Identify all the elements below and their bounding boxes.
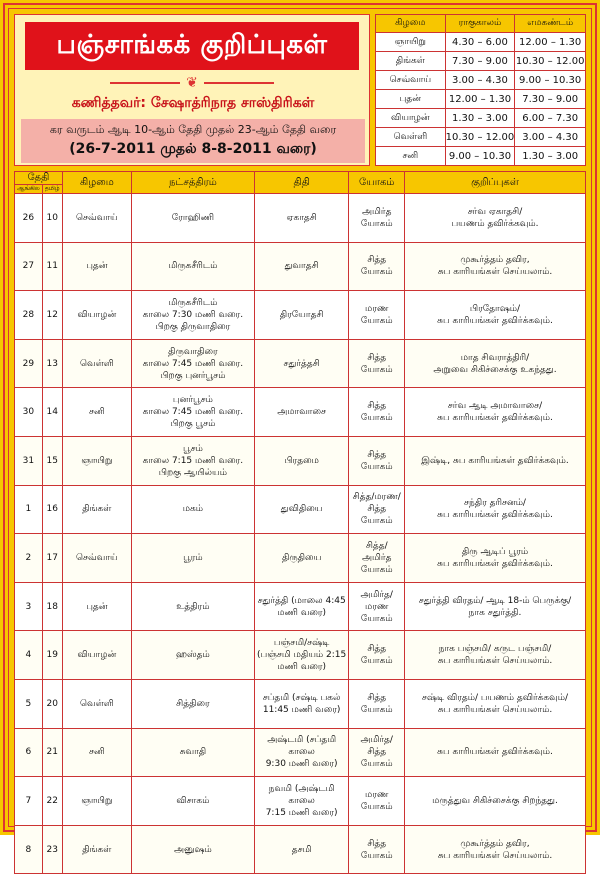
emagandam-time: 7.30 – 9.00 [515,90,586,109]
tithi-cell: சதுர்த்தி (மாலை 4:45 மணி வரை) [254,582,349,631]
day-cell: வியாழன் [62,631,131,680]
date-tamil: 16 [42,485,62,534]
emagandam-time: 9.00 – 10.30 [515,71,586,90]
yogam-cell: சித்த யோகம் [349,388,405,437]
rahu-day: வெள்ளி [376,128,446,147]
header-star: நட்சத்திரம் [132,172,255,194]
notes-cell: சுப காரியங்கள் தவிர்க்கவும். [404,728,585,777]
yogam-cell: சித்த யோகம் [349,679,405,728]
date-range-english: (26-7-2011 முதல் 8-8-2011 வரை) [69,141,317,157]
rahu-day: திங்கள் [376,52,446,71]
date-english: 27 [15,242,43,291]
notes-cell: சர்வ ஆடி அமாவாசை/ சுப காரியங்கள் தவிர்க்கவும். [404,388,585,437]
date-english: 7 [15,777,43,826]
rahu-day: ஞாயிறு [376,33,446,52]
notes-cell: சதுர்த்தி விரதம்/ ஆடி 18-ம் பெருக்கு/ நாக சதுர்த்தி. [404,582,585,631]
day-cell: வெள்ளி [62,679,131,728]
yogam-cell: மரண யோகம் [349,291,405,340]
date-tamil: 18 [42,582,62,631]
date-tamil: 13 [42,339,62,388]
rahu-header-emagandam: எமகண்டம் [515,15,586,33]
date-tamil: 15 [42,436,62,485]
notes-cell: மாத சிவராத்திரி/ அறுவை சிகிச்சைக்கு உகந்தது. [404,339,585,388]
table-row [15,485,586,534]
emagandam-time: 3.00 – 4.30 [515,128,586,147]
day-cell: புதன் [62,242,131,291]
tithi-cell: தசமி [254,825,349,874]
tithi-cell: அமாவாசை [254,388,349,437]
table-row [15,534,586,583]
rahu-day: செவ்வாய் [376,71,446,90]
star-cell: உத்திரம் [132,582,255,631]
rahu-kalam-time: 3.00 – 4.30 [445,71,515,90]
date-tamil: 20 [42,679,62,728]
day-cell: சனி [62,388,131,437]
star-cell: ரோஹிணி [132,194,255,243]
tithi-cell: சதுர்த்தசி [254,339,349,388]
date-english: 26 [15,194,43,243]
date-tamil: 17 [42,534,62,583]
rahu-header-row [376,15,586,33]
table-row [15,242,586,291]
star-cell: பூரம் [132,534,255,583]
notes-cell: சந்திர தரிசனம்/ சுப காரியங்கள் தவிர்க்கவும். [404,485,585,534]
day-cell: வெள்ளி [62,339,131,388]
date-english: 31 [15,436,43,485]
notes-cell: சஷ்டி விரதம்/ பயணம் தவிர்க்கவும்/ சுப காரியங்கள் செய்யலாம். [404,679,585,728]
star-cell: மிருகசீரிடம் [132,242,255,291]
rahu-kalam-time: 10.30 – 12.00 [445,128,515,147]
ornament-bar-left [110,82,180,84]
rahu-header-day: கிழமை [376,15,446,33]
rahu-row [376,71,586,90]
yogam-cell: அமிர்த/சித்த யோகம் [349,728,405,777]
header-box [14,14,370,166]
header-tithi: திதி [254,172,349,194]
yogam-cell: சித்த/அமிர்த யோகம் [349,534,405,583]
rahu-day: புதன் [376,90,446,109]
rahu-kalam-time: 1.30 – 3.00 [445,109,515,128]
star-cell: பூசம் காலை 7:15 மணி வரை. பிறகு ஆயில்யம் [132,436,255,485]
table-row [15,582,586,631]
header-date-english: ஆங்கில [15,185,43,194]
yogam-cell: சித்த யோகம் [349,631,405,680]
day-cell: செவ்வாய் [62,194,131,243]
star-cell: மகம் [132,485,255,534]
rahu-row [376,128,586,147]
yogam-cell: மரண யோகம் [349,777,405,826]
star-cell: ஹஸ்தம் [132,631,255,680]
rahu-row [376,90,586,109]
rahu-row [376,109,586,128]
tithi-cell: திரயோதசி [254,291,349,340]
rahu-day: வியாழன் [376,109,446,128]
header-yogam: யோகம் [349,172,405,194]
notes-cell: சர்வ ஏகாதசி/ பயணம் தவிர்க்கவும். [404,194,585,243]
date-english: 1 [15,485,43,534]
table-row [15,777,586,826]
day-cell: புதன் [62,582,131,631]
star-cell: புனர்பூசம் காலை 7:45 மணி வரை. பிறகு பூசம் [132,388,255,437]
date-tamil: 19 [42,631,62,680]
tithi-cell: ஏகாதசி [254,194,349,243]
day-cell: ஞாயிறு [62,436,131,485]
header-day: கிழமை [62,172,131,194]
ornament-flourish-icon: ❦ [186,75,198,91]
date-english: 30 [15,388,43,437]
date-english: 4 [15,631,43,680]
star-cell: சுவாதி [132,728,255,777]
header-notes: குறிப்புகள் [404,172,585,194]
date-english: 3 [15,582,43,631]
notes-cell: நாக பஞ்சமி/ கருட பஞ்சமி/ சுப காரியங்கள் செய்யலாம். [404,631,585,680]
table-row [15,291,586,340]
date-range-band [21,119,365,163]
date-english: 29 [15,339,43,388]
author-line: கணித்தவர்: சேஷாத்ரிநாத சாஸ்திரிகள் [71,95,315,111]
tithi-cell: துவாதசி [254,242,349,291]
yogam-cell: சித்த/மரண/ சித்த யோகம் [349,485,405,534]
ornament-divider [25,73,359,93]
main-header-row [15,172,586,185]
notes-cell: திரு ஆடிப் பூரம் சுப காரியங்கள் தவிர்க்கவும். [404,534,585,583]
date-english: 28 [15,291,43,340]
emagandam-time: 10.30 – 12.00 [515,52,586,71]
yogam-cell: சித்த யோகம் [349,436,405,485]
day-cell: சனி [62,728,131,777]
notes-cell: பிரதோஷம்/ சுப காரியங்கள் தவிர்க்கவும். [404,291,585,340]
rahu-header-rahukalam: ராகுகாலம் [445,15,515,33]
rahu-kalam-time: 9.00 – 10.30 [445,147,515,166]
table-row [15,679,586,728]
date-english: 6 [15,728,43,777]
date-tamil: 12 [42,291,62,340]
star-cell: விசாகம் [132,777,255,826]
tithi-cell: அஷ்டமி (சப்தமி காலை 9:30 மணி வரை) [254,728,349,777]
table-row [15,339,586,388]
yogam-cell: சித்த யோகம் [349,242,405,291]
day-cell: திங்கள் [62,825,131,874]
day-cell: திங்கள் [62,485,131,534]
rahu-row [376,33,586,52]
rahu-kalam-time: 7.30 – 9.00 [445,52,515,71]
table-row [15,631,586,680]
ornament-bar-right [204,82,274,84]
yogam-cell: அமிர்த/மரண யோகம் [349,582,405,631]
rahu-kalam-time: 12.00 – 1.30 [445,90,515,109]
date-range-tamil: கர வருடம் ஆடி 10-ஆம் தேதி முதல் 23-ஆம் தேதி வரை [49,123,337,136]
date-english: 2 [15,534,43,583]
rahu-day: சனி [376,147,446,166]
date-tamil: 23 [42,825,62,874]
rahu-kalam-table [375,14,586,166]
tithi-cell: நவமி (அஷ்டமி காலை 7:15 மணி வரை) [254,777,349,826]
header-date-tamil: தமிழ் [42,185,62,194]
day-cell: வியாழன் [62,291,131,340]
emagandam-time: 1.30 – 3.00 [515,147,586,166]
emagandam-time: 6.00 – 7.30 [515,109,586,128]
tithi-cell: பிரதமை [254,436,349,485]
date-tamil: 21 [42,728,62,777]
table-row [15,728,586,777]
date-tamil: 22 [42,777,62,826]
yogam-cell: அமிர்த யோகம் [349,194,405,243]
notes-cell: மருத்துவ சிகிச்சைக்கு சிறந்தது. [404,777,585,826]
day-cell: செவ்வாய் [62,534,131,583]
day-cell: ஞாயிறு [62,777,131,826]
tithi-cell: திருதியை [254,534,349,583]
notes-cell: முகூர்த்தம் தவிர, சுப காரியங்கள் செய்யலாம். [404,242,585,291]
tithi-cell: துவிதியை [254,485,349,534]
star-cell: திருவாதிரை காலை 7:45 மணி வரை. பிறகு புனர்பூசம் [132,339,255,388]
emagandam-time: 12.00 – 1.30 [515,33,586,52]
date-english: 8 [15,825,43,874]
date-tamil: 14 [42,388,62,437]
yogam-cell: சித்த யோகம் [349,825,405,874]
table-row [15,436,586,485]
rahu-row [376,147,586,166]
tithi-cell: சப்தமி (சஷ்டி பகல் 11:45 மணி வரை) [254,679,349,728]
date-english: 5 [15,679,43,728]
star-cell: அனுஷம் [132,825,255,874]
panchangam-table [14,171,586,874]
table-row [15,825,586,874]
page-title: பஞ்சாங்கக் குறிப்புகள் [25,22,359,70]
notes-cell: இஷ்டி, சுப காரியங்கள் தவிர்க்கவும். [404,436,585,485]
table-row [15,194,586,243]
rahu-kalam-time: 4.30 – 6.00 [445,33,515,52]
header-date: தேதி [15,172,63,185]
yogam-cell: சித்த யோகம் [349,339,405,388]
tithi-cell: பஞ்சமி/சஷ்டி (பஞ்சமி மதியம் 2:15 மணி வரை) [254,631,349,680]
date-tamil: 10 [42,194,62,243]
star-cell: மிருகசீரிடம் காலை 7:30 மணி வரை. பிறகு திருவாதிரை [132,291,255,340]
date-tamil: 11 [42,242,62,291]
star-cell: சித்திரை [132,679,255,728]
table-row [15,388,586,437]
notes-cell: முகூர்த்தம் தவிர, சுப காரியங்கள் செய்யலாம். [404,825,585,874]
rahu-row [376,52,586,71]
